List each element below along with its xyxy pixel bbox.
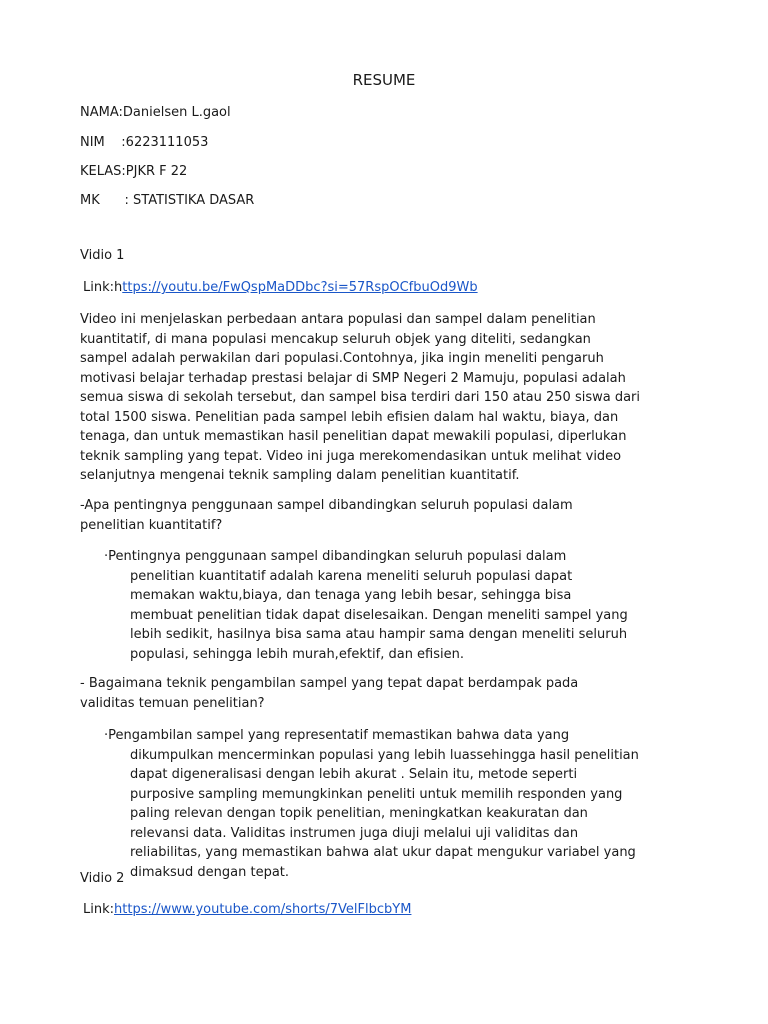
video1-heading: Vidio 1 [80,248,125,263]
video1-link-prefix: Link:h [83,280,123,295]
course-name: MK : STATISTIKA DASAR [80,193,255,208]
video1-summary: Video ini menjelaskan perbedaan antara populasi dan sampel dalam penelitian kuantitatif, di mana populasi mencakup seluruh objek yang diteliti, sedangkan sampel adalah perwakilan dari populasi.Contohnya, jika ingin meneliti pengaruh motivasi belajar terhadap prestasi belajar di SMP Negeri 2 Mamuju, populasi adalah semua siswa di sekolah tersebut, dan sampel bisa terdiri dari 150 atau 250 siswa dari total 1500 siswa. Penelitian pada sampel lebih efisien dalam hal waktu, biaya, dan tenaga, dan untuk memastikan hasil penelitian dapat mewakili populasi, diperlukan teknik sampling yang tepat. Video ini juga merekomendasikan untuk melihat video selanjutnya mengenai teknik sampling dalam penelitian kuantitatif. [80,312,641,483]
video1-link-line [83,280,478,295]
video2-link-line [83,902,411,917]
video1-link[interactable]: ttps://youtu.be/FwQspMaDDbc?si=57RspOCfbuOd9Wb [122,280,478,295]
answer-1: ·Pentingnya penggunaan sampel dibandingkan seluruh populasi dalam penelitian kuantitatif adalah karena meneliti seluruh populasi dapat memakan waktu,biaya, dan tenaga yang lebih besar, sehingga bisa membuat penelitian tidak dapat diselesaikan. Dengan meneliti sampel yang lebih sedikit, hasilnya bisa sama atau hampir sama dengan meneliti seluruh populasi, sehingga lebih murah,efektif, dan efisien. [104,549,628,662]
answer-2: ·Pengambilan sampel yang representatif memastikan bahwa data yang dikumpulkan mencerminkan populasi yang lebih luassehingga hasil penelitian dapat digeneralisasi dengan lebih akurat . Selain itu, metode seperti purposive sampling memungkinkan peneliti untuk memilih responden yang paling relevan dengan topik penelitian, meningkatkan keakuratan dan relevansi data. Validitas instrumen juga diuji melalui uji validitas dan reliabilitas, yang memastikan bahwa alat ukur dapat mengukur variabel yang dimaksud dengan tepat. [104,728,639,880]
student-class: KELAS:PJKR F 22 [80,164,188,179]
student-nim: NIM :6223111053 [80,135,209,150]
video2-link-prefix: Link: [83,902,115,917]
student-name: NAMA:Danielsen L.gaol [80,105,231,120]
video2-heading: Vidio 2 [80,871,125,886]
question-1: -Apa pentingnya penggunaan sampel dibandingkan seluruh populasi dalam penelitian kuantitatif? [80,498,573,533]
question-2: - Bagaimana teknik pengambilan sampel yang tepat dapat berdampak pada validitas temuan penelitian? [80,676,579,711]
video2-link[interactable]: https://www.youtube.com/shorts/7VelFlbcbYM [114,902,412,917]
page-title: RESUME [352,71,416,89]
